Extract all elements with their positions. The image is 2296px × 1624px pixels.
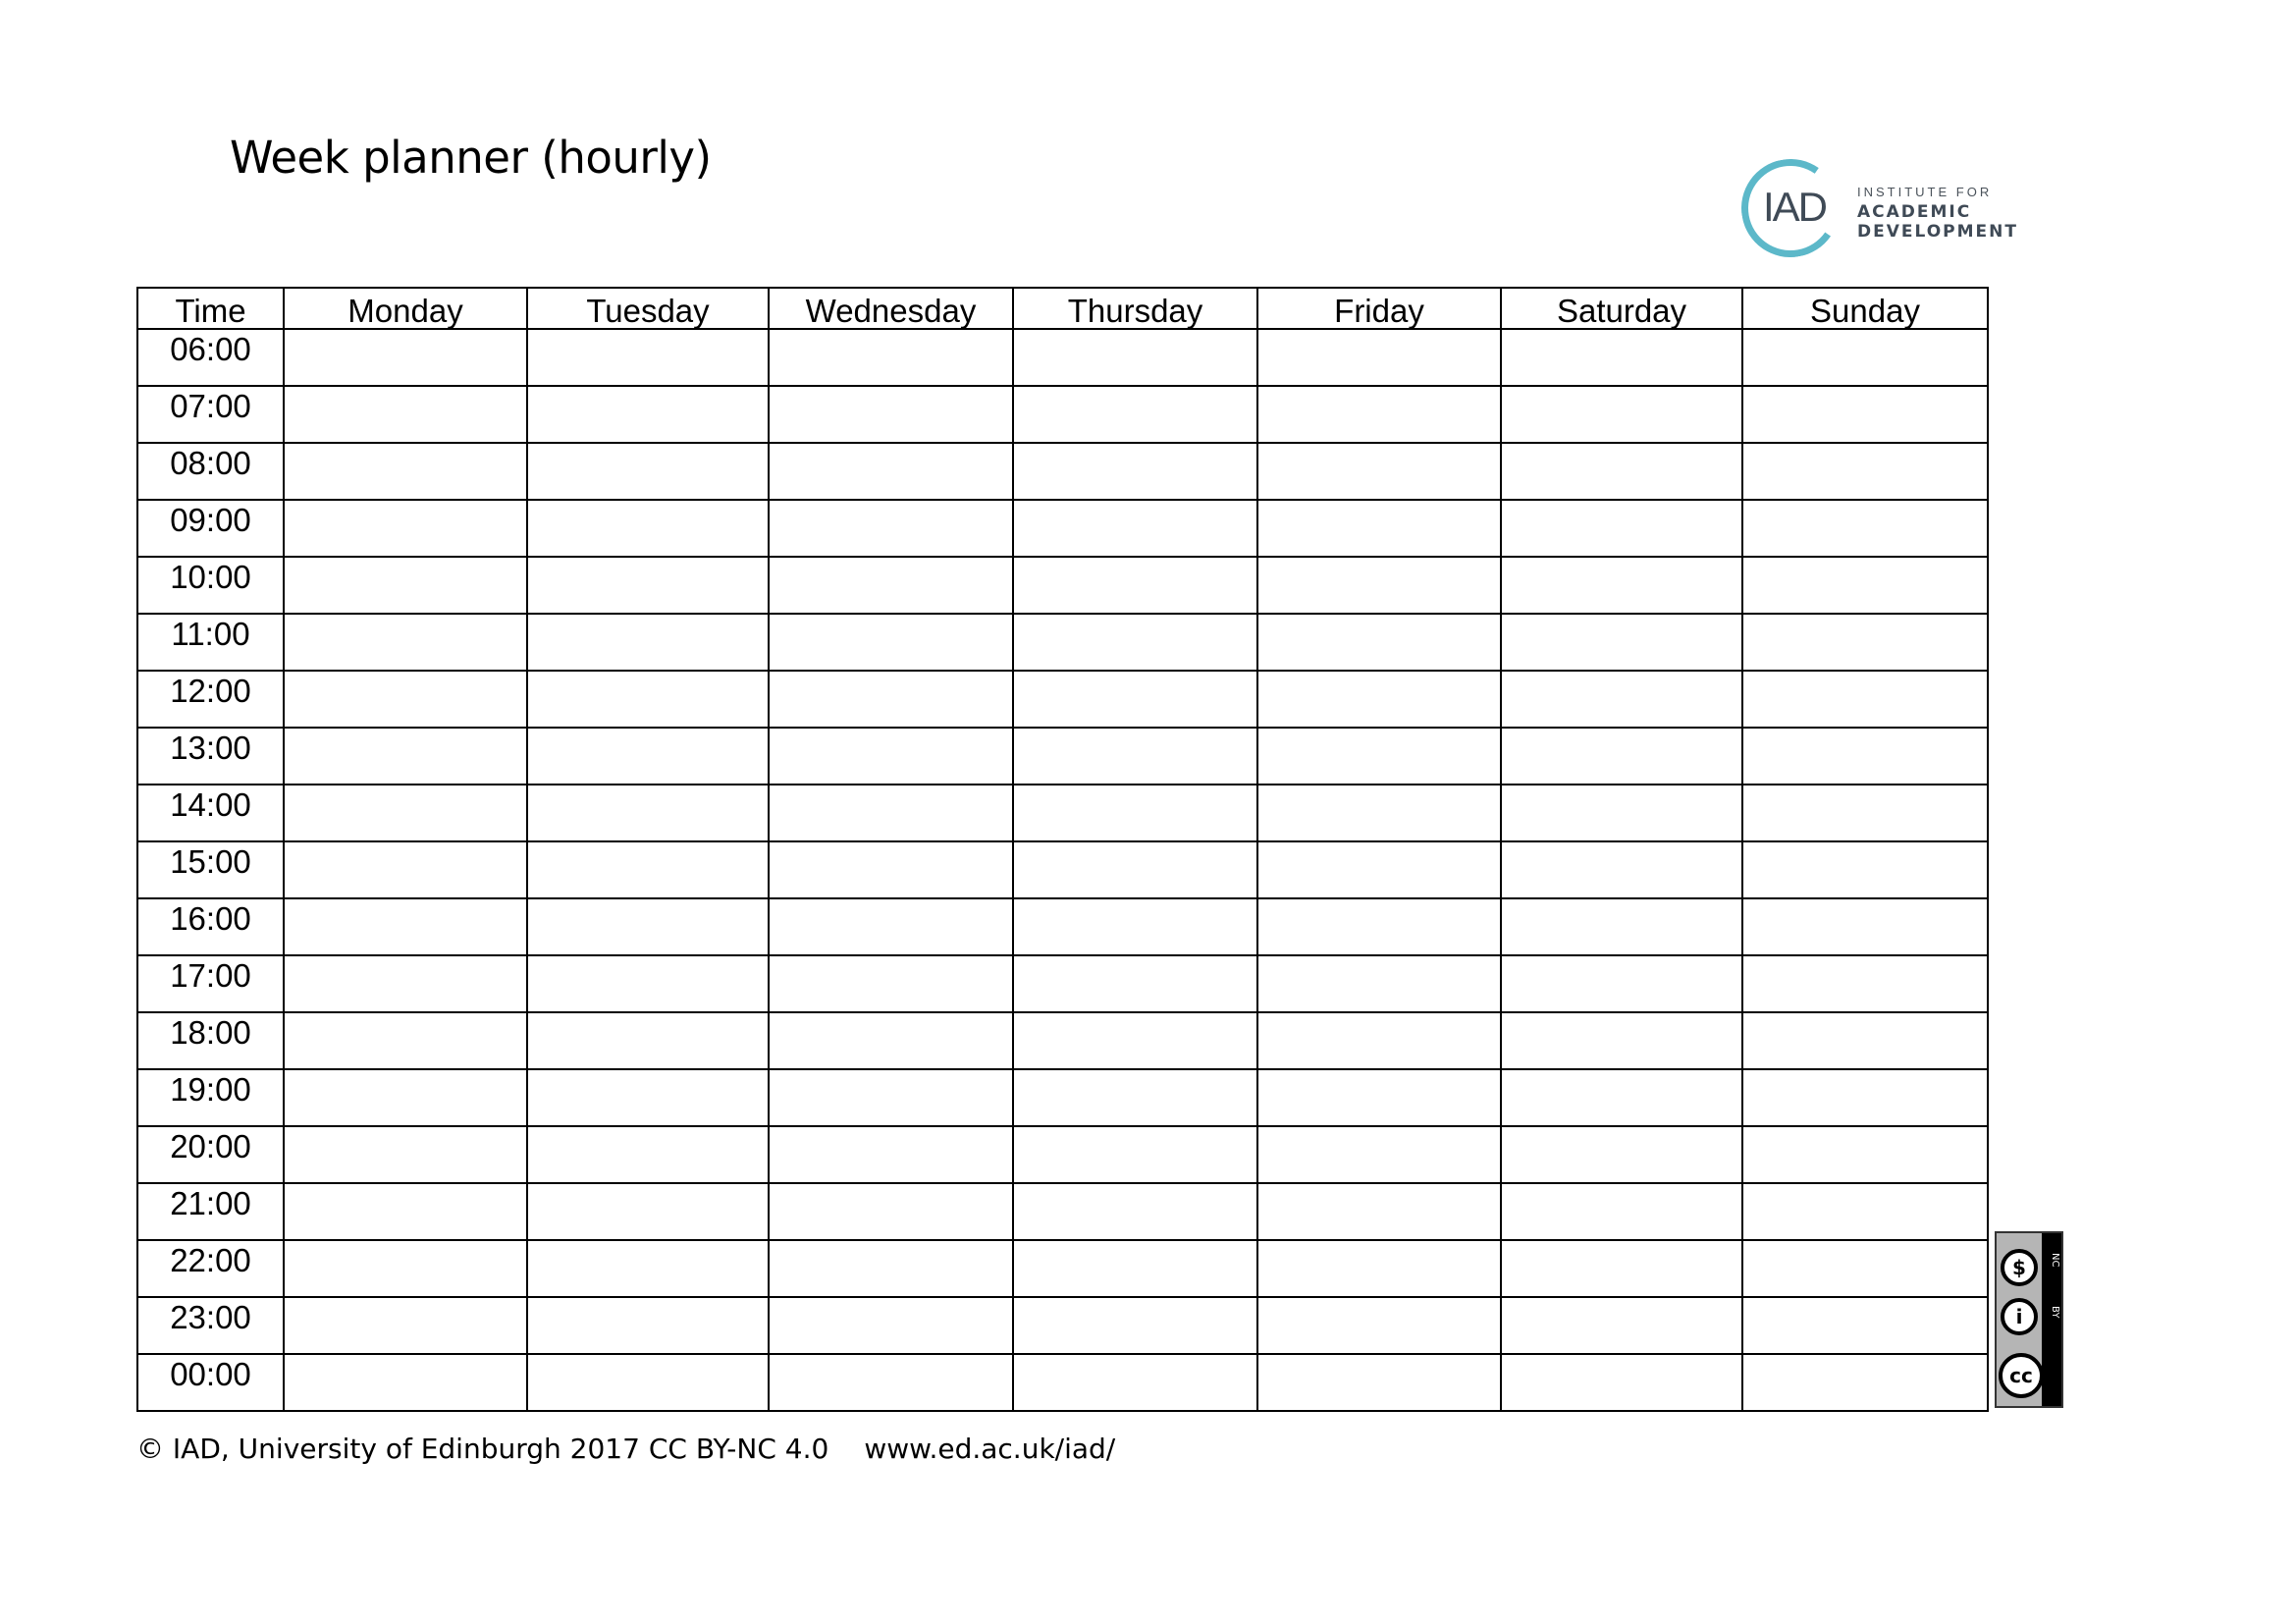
header-tuesday: Tuesday [527, 288, 769, 329]
slot-thursday[interactable] [1013, 386, 1257, 443]
slot-tuesday[interactable] [527, 1012, 769, 1069]
slot-friday[interactable] [1257, 671, 1501, 728]
slot-wednesday[interactable] [769, 500, 1013, 557]
slot-thursday[interactable] [1013, 329, 1257, 386]
slot-monday[interactable] [284, 1240, 527, 1297]
slot-monday[interactable] [284, 841, 527, 898]
table-row [137, 557, 1988, 614]
table-row [137, 898, 1988, 955]
slot-tuesday[interactable] [527, 1069, 769, 1126]
slot-thursday[interactable] [1013, 1012, 1257, 1069]
slot-friday[interactable] [1257, 329, 1501, 386]
slot-sunday[interactable] [1742, 1240, 1988, 1297]
slot-wednesday[interactable] [769, 1354, 1013, 1411]
slot-sunday[interactable] [1742, 785, 1988, 841]
logo-text-line-2: ACADEMIC [1857, 202, 1972, 222]
slot-friday[interactable] [1257, 898, 1501, 955]
slot-friday[interactable] [1257, 443, 1501, 500]
slot-sunday[interactable] [1742, 1297, 1988, 1354]
time-cell: 17:00 [137, 955, 284, 1012]
slot-thursday[interactable] [1013, 671, 1257, 728]
slot-thursday[interactable] [1013, 500, 1257, 557]
footer [136, 1435, 1115, 1463]
slot-sunday[interactable] [1742, 1069, 1988, 1126]
header-saturday: Saturday [1501, 288, 1742, 329]
slot-thursday[interactable] [1013, 614, 1257, 671]
slot-wednesday[interactable] [769, 1240, 1013, 1297]
table-row [137, 386, 1988, 443]
slot-saturday[interactable] [1501, 614, 1742, 671]
time-cell: 22:00 [137, 1240, 284, 1297]
slot-friday[interactable] [1257, 557, 1501, 614]
slot-wednesday[interactable] [769, 386, 1013, 443]
cc-license-badge[interactable] [1995, 1231, 2063, 1408]
slot-saturday[interactable] [1501, 955, 1742, 1012]
slot-sunday[interactable] [1742, 955, 1988, 1012]
table-row [137, 443, 1988, 500]
slot-sunday[interactable] [1742, 557, 1988, 614]
slot-friday[interactable] [1257, 955, 1501, 1012]
table-row [137, 1126, 1988, 1183]
slot-tuesday[interactable] [527, 1297, 769, 1354]
attribution-icon: i [2001, 1298, 2038, 1335]
slot-friday[interactable] [1257, 1240, 1501, 1297]
slot-friday[interactable] [1257, 614, 1501, 671]
slot-wednesday[interactable] [769, 329, 1013, 386]
time-cell: 00:00 [137, 1354, 284, 1411]
time-cell: 20:00 [137, 1126, 284, 1183]
slot-sunday[interactable] [1742, 500, 1988, 557]
slot-tuesday[interactable] [527, 898, 769, 955]
table-row [137, 614, 1988, 671]
slot-sunday[interactable] [1742, 614, 1988, 671]
time-cell: 07:00 [137, 386, 284, 443]
header-row [137, 288, 1988, 329]
header-thursday: Thursday [1013, 288, 1257, 329]
slot-monday[interactable] [284, 785, 527, 841]
slot-tuesday[interactable] [527, 614, 769, 671]
slot-saturday[interactable] [1501, 386, 1742, 443]
slot-thursday[interactable] [1013, 841, 1257, 898]
slot-thursday[interactable] [1013, 898, 1257, 955]
table-row [137, 955, 1988, 1012]
non-commercial-icon: $ [2001, 1249, 2038, 1286]
slot-sunday[interactable] [1742, 1126, 1988, 1183]
table-row [137, 1012, 1988, 1069]
slot-saturday[interactable] [1501, 1297, 1742, 1354]
week-planner-table [136, 287, 1989, 1412]
time-cell: 09:00 [137, 500, 284, 557]
slot-monday[interactable] [284, 728, 527, 785]
logo-text-line-1: INSTITUTE FOR [1857, 185, 1993, 199]
slot-wednesday[interactable] [769, 1297, 1013, 1354]
logo-abbreviation: IAD [1763, 184, 1827, 230]
slot-tuesday[interactable] [527, 1126, 769, 1183]
slot-thursday[interactable] [1013, 1240, 1257, 1297]
slot-monday[interactable] [284, 1297, 527, 1354]
creative-commons-icon: cc [1999, 1353, 2044, 1398]
slot-saturday[interactable] [1501, 1354, 1742, 1411]
slot-friday[interactable] [1257, 500, 1501, 557]
table-row [137, 329, 1988, 386]
time-cell: 15:00 [137, 841, 284, 898]
slot-monday[interactable] [284, 1354, 527, 1411]
slot-friday[interactable] [1257, 1069, 1501, 1126]
badge-tag-nc: NC [2050, 1253, 2060, 1268]
header-time: Time [137, 288, 284, 329]
slot-sunday[interactable] [1742, 841, 1988, 898]
slot-sunday[interactable] [1742, 671, 1988, 728]
slot-tuesday[interactable] [527, 1183, 769, 1240]
slot-monday[interactable] [284, 500, 527, 557]
time-cell: 18:00 [137, 1012, 284, 1069]
time-cell: 12:00 [137, 671, 284, 728]
slot-wednesday[interactable] [769, 614, 1013, 671]
slot-sunday[interactable] [1742, 1354, 1988, 1411]
header-wednesday: Wednesday [769, 288, 1013, 329]
slot-saturday[interactable] [1501, 500, 1742, 557]
slot-wednesday[interactable] [769, 671, 1013, 728]
table-row [137, 728, 1988, 785]
slot-tuesday[interactable] [527, 329, 769, 386]
table-row [137, 1240, 1988, 1297]
slot-wednesday[interactable] [769, 785, 1013, 841]
slot-friday[interactable] [1257, 785, 1501, 841]
table-row [137, 1297, 1988, 1354]
header-sunday: Sunday [1742, 288, 1988, 329]
slot-friday[interactable] [1257, 386, 1501, 443]
table-row [137, 785, 1988, 841]
slot-wednesday[interactable] [769, 728, 1013, 785]
slot-wednesday[interactable] [769, 1012, 1013, 1069]
slot-tuesday[interactable] [527, 500, 769, 557]
slot-sunday[interactable] [1742, 386, 1988, 443]
slot-thursday[interactable] [1013, 443, 1257, 500]
table-row [137, 500, 1988, 557]
slot-sunday[interactable] [1742, 728, 1988, 785]
slot-sunday[interactable] [1742, 1183, 1988, 1240]
slot-saturday[interactable] [1501, 785, 1742, 841]
time-cell: 19:00 [137, 1069, 284, 1126]
table-row [137, 1183, 1988, 1240]
slot-saturday[interactable] [1501, 1183, 1742, 1240]
slot-sunday[interactable] [1742, 443, 1988, 500]
time-cell: 14:00 [137, 785, 284, 841]
slot-friday[interactable] [1257, 728, 1501, 785]
slot-monday[interactable] [284, 955, 527, 1012]
slot-monday[interactable] [284, 614, 527, 671]
slot-friday[interactable] [1257, 1297, 1501, 1354]
time-cell: 13:00 [137, 728, 284, 785]
time-cell: 10:00 [137, 557, 284, 614]
slot-thursday[interactable] [1013, 1126, 1257, 1183]
slot-wednesday[interactable] [769, 1069, 1013, 1126]
slot-saturday[interactable] [1501, 728, 1742, 785]
slot-saturday[interactable] [1501, 557, 1742, 614]
table-row [137, 841, 1988, 898]
footer-url-link[interactable]: www.ed.ac.uk/iad/ [864, 1433, 1116, 1465]
slot-wednesday[interactable] [769, 557, 1013, 614]
slot-saturday[interactable] [1501, 1240, 1742, 1297]
page-title: Week planner (hourly) [230, 132, 712, 184]
slot-tuesday[interactable] [527, 841, 769, 898]
slot-saturday[interactable] [1501, 329, 1742, 386]
slot-monday[interactable] [284, 671, 527, 728]
table-row [137, 1069, 1988, 1126]
slot-friday[interactable] [1257, 1012, 1501, 1069]
slot-friday[interactable] [1257, 1183, 1501, 1240]
slot-saturday[interactable] [1501, 1012, 1742, 1069]
iad-logo [1741, 157, 2036, 267]
slot-tuesday[interactable] [527, 386, 769, 443]
header-monday: Monday [284, 288, 527, 329]
badge-tag-by: BY [2050, 1306, 2060, 1319]
slot-monday[interactable] [284, 1012, 527, 1069]
slot-monday[interactable] [284, 898, 527, 955]
slot-thursday[interactable] [1013, 1183, 1257, 1240]
slot-saturday[interactable] [1501, 898, 1742, 955]
table-row [137, 1354, 1988, 1411]
time-cell: 16:00 [137, 898, 284, 955]
slot-thursday[interactable] [1013, 955, 1257, 1012]
slot-sunday[interactable] [1742, 329, 1988, 386]
slot-wednesday[interactable] [769, 898, 1013, 955]
copyright-text: © IAD, University of Edinburgh 2017 CC BY-NC 4.0 [136, 1433, 829, 1465]
logo-text-line-3: DEVELOPMENT [1857, 222, 2018, 242]
slot-sunday[interactable] [1742, 898, 1988, 955]
slot-friday[interactable] [1257, 1126, 1501, 1183]
slot-saturday[interactable] [1501, 841, 1742, 898]
slot-wednesday[interactable] [769, 443, 1013, 500]
slot-friday[interactable] [1257, 1354, 1501, 1411]
header-friday: Friday [1257, 288, 1501, 329]
slot-tuesday[interactable] [527, 728, 769, 785]
slot-sunday[interactable] [1742, 1012, 1988, 1069]
slot-wednesday[interactable] [769, 1183, 1013, 1240]
slot-saturday[interactable] [1501, 671, 1742, 728]
slot-thursday[interactable] [1013, 1069, 1257, 1126]
slot-tuesday[interactable] [527, 955, 769, 1012]
slot-monday[interactable] [284, 1069, 527, 1126]
slot-saturday[interactable] [1501, 443, 1742, 500]
slot-wednesday[interactable] [769, 955, 1013, 1012]
table-row [137, 671, 1988, 728]
slot-tuesday[interactable] [527, 671, 769, 728]
slot-thursday[interactable] [1013, 1297, 1257, 1354]
slot-tuesday[interactable] [527, 1240, 769, 1297]
slot-tuesday[interactable] [527, 1354, 769, 1411]
slot-monday[interactable] [284, 1183, 527, 1240]
slot-thursday[interactable] [1013, 728, 1257, 785]
slot-thursday[interactable] [1013, 1354, 1257, 1411]
planner-body [137, 329, 1988, 1411]
slot-wednesday[interactable] [769, 841, 1013, 898]
slot-saturday[interactable] [1501, 1126, 1742, 1183]
time-cell: 21:00 [137, 1183, 284, 1240]
time-cell: 08:00 [137, 443, 284, 500]
slot-monday[interactable] [284, 386, 527, 443]
slot-wednesday[interactable] [769, 1126, 1013, 1183]
slot-tuesday[interactable] [527, 785, 769, 841]
slot-friday[interactable] [1257, 841, 1501, 898]
slot-monday[interactable] [284, 1126, 527, 1183]
slot-monday[interactable] [284, 329, 527, 386]
slot-monday[interactable] [284, 443, 527, 500]
slot-saturday[interactable] [1501, 1069, 1742, 1126]
slot-monday[interactable] [284, 557, 527, 614]
time-cell: 23:00 [137, 1297, 284, 1354]
time-cell: 11:00 [137, 614, 284, 671]
slot-thursday[interactable] [1013, 785, 1257, 841]
slot-tuesday[interactable] [527, 443, 769, 500]
slot-tuesday[interactable] [527, 557, 769, 614]
slot-thursday[interactable] [1013, 557, 1257, 614]
time-cell: 06:00 [137, 329, 284, 386]
